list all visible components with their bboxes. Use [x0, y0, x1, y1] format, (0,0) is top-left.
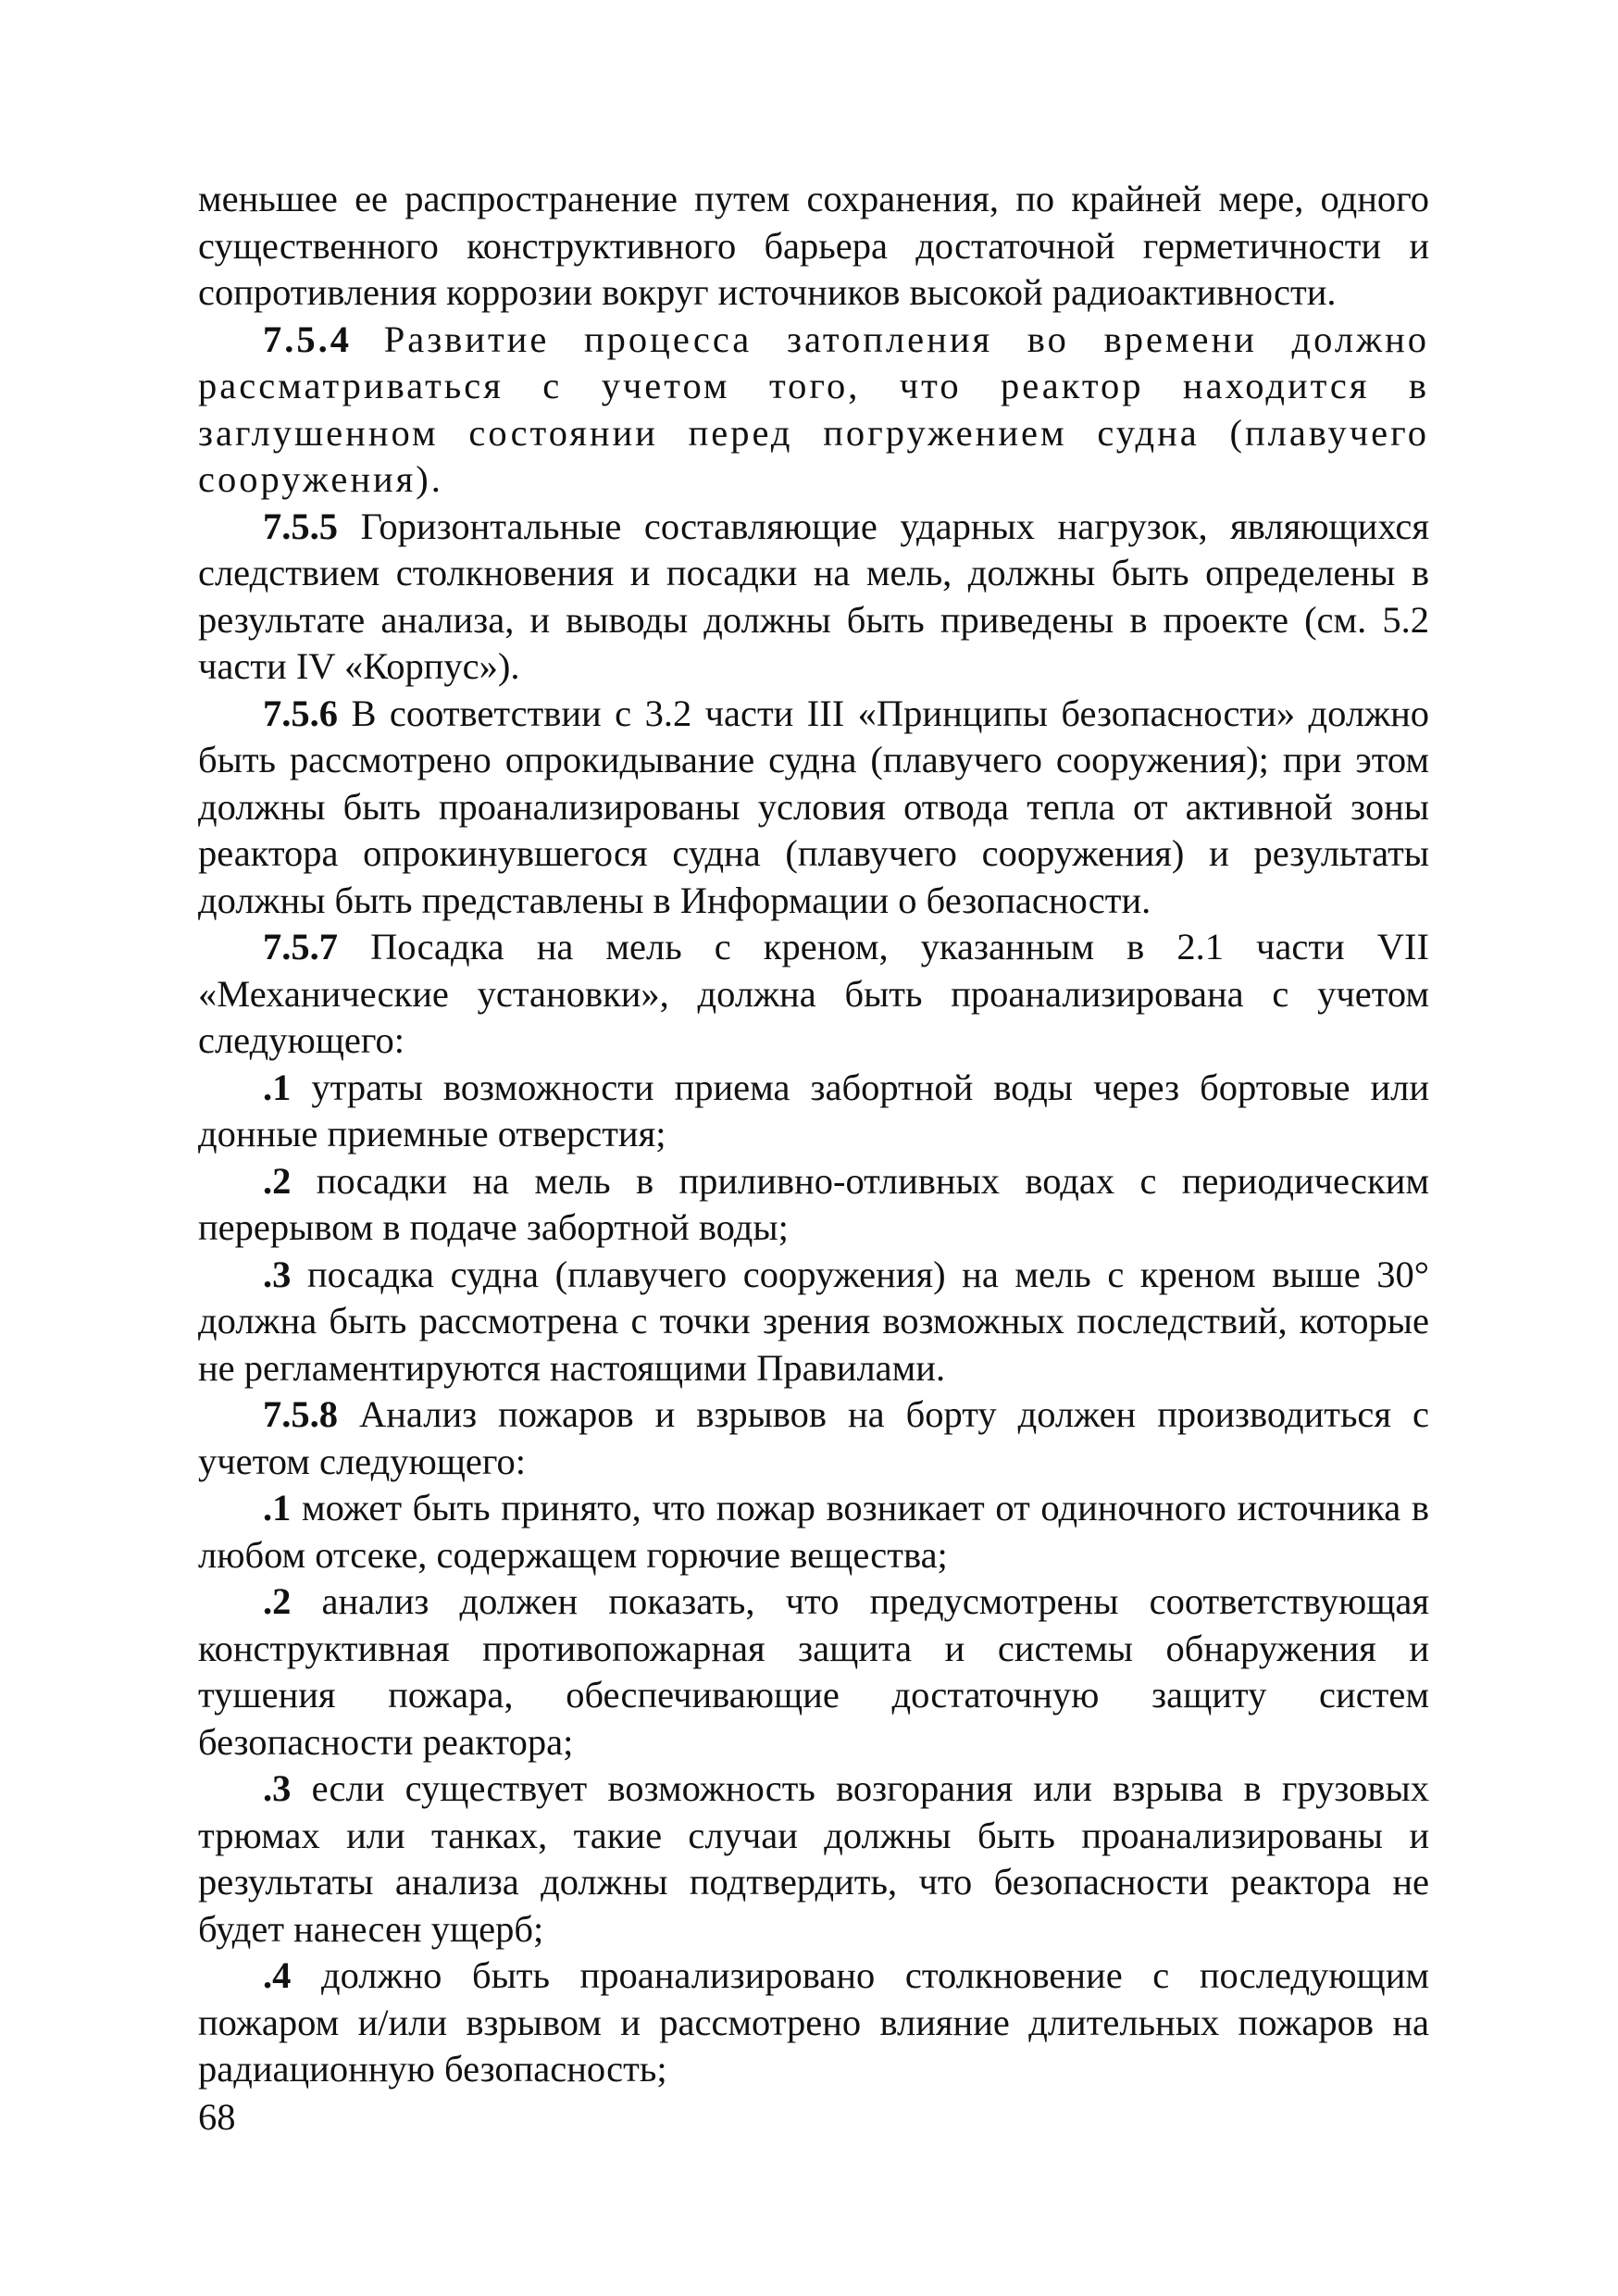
- document-body: [198, 176, 1429, 2093]
- list-item-7-5-7-2: [198, 1158, 1429, 1252]
- list-item-text: утраты возможности приема забортной воды через бортовые или донные приемные отверстия;: [198, 1066, 1430, 1154]
- list-item-7-5-8-3: [198, 1766, 1429, 1953]
- list-item-text: посадки на мель в приливно-отливных водах с периодическим перерывом в подаче забортной воды;: [198, 1159, 1429, 1248]
- list-item-number: .2: [263, 1159, 292, 1202]
- paragraph-continuation: [198, 176, 1429, 317]
- list-item-7-5-8-1: [198, 1485, 1429, 1578]
- list-item-number: .4: [263, 1954, 292, 1996]
- clause-number: 7.5.5: [263, 505, 338, 547]
- list-item-7-5-8-4: [198, 1953, 1429, 2093]
- list-item-7-5-8-2: [198, 1578, 1429, 1766]
- list-item-text: посадка судна (плавучего сооружения) на мель с креном выше 30° должна быть рассмотрена с точки зрения возможных последствий, которые не регламентируются настоящими Правилами.: [198, 1253, 1429, 1389]
- paragraph-text: Анализ пожаров и взрывов на борту должен производиться с учетом следующего:: [198, 1393, 1429, 1482]
- paragraph-text: Горизонтальные составляющие ударных нагрузок, являющихся следствием столкновения и посадки на мель, должны быть определены в результате анализа, и выводы должны быть приведены в проекте (см. 5.2 части IV «Корпус»).: [198, 505, 1430, 687]
- list-item-number: .3: [263, 1767, 292, 1809]
- list-item-7-5-7-1: [198, 1065, 1429, 1158]
- clause-number: 7.5.7: [263, 926, 338, 967]
- paragraph-7-5-5: [198, 504, 1429, 691]
- paragraph-text: меньшее ее распространение путем сохранения, по крайней мере, одного существенного конструктивного барьера достаточной герметичности и сопротивления коррозии вокруг источников высокой радиоактивности.: [198, 178, 1429, 313]
- clause-number: 7.5.8: [263, 1393, 338, 1435]
- paragraph-text: В соответствии с 3.2 части III «Принципы безопасности» должно быть рассмотрено опрокидывание судна (плавучего сооружения); при этом должны быть проанализированы условия отвода тепла от активной зоны реактора опрокинувшегося судна (плавучего сооружения) и результаты должны быть представлены в Информации о безопасности.: [198, 692, 1429, 921]
- paragraph-text: Посадка на мель с креном, указанным в 2.1 части VII «Механические установки», должна быть проанализирована с учетом следующего:: [198, 926, 1429, 1061]
- list-item-text: должно быть проанализировано столкновение с последующим пожаром и/или взрывом и рассмотрено влияние длительных пожаров на радиационную безопасность;: [198, 1954, 1429, 2090]
- list-item-text: может быть принято, что пожар возникает от одиночного источника в любом отсеке, содержащем горючие вещества;: [198, 1487, 1430, 1576]
- list-item-7-5-7-3: [198, 1252, 1429, 1392]
- paragraph-7-5-4: [198, 317, 1429, 504]
- page-number: 68: [198, 2096, 236, 2138]
- clause-number: 7.5.6: [263, 692, 338, 734]
- paragraph-7-5-7: [198, 924, 1429, 1065]
- paragraph-7-5-8: [198, 1391, 1429, 1485]
- list-item-text: если существует возможность возгорания или взрыва в грузовых трюмах или танках, такие случаи должны быть проанализированы и результаты анализа должны подтвердить, что безопасности реактора не будет нанесен ущерб;: [198, 1767, 1429, 1950]
- paragraph-text: Развитие процесса затопления во времени должно рассматриваться с учетом того, что реактор находится в заглушенном состоянии перед погружением судна (плавучего сооружения).: [198, 318, 1429, 500]
- list-item-number: .3: [263, 1253, 292, 1295]
- list-item-text: анализ должен показать, что предусмотрены соответствующая конструктивная противопожарная защита и системы обнаружения и тушения пожара, обеспечивающие достаточную защиту систем безопасности реактора;: [198, 1580, 1429, 1763]
- list-item-number: .2: [263, 1580, 292, 1622]
- list-item-number: .1: [263, 1487, 292, 1529]
- list-item-number: .1: [263, 1066, 292, 1108]
- paragraph-7-5-6: [198, 691, 1429, 925]
- clause-number: 7.5.4: [263, 318, 352, 360]
